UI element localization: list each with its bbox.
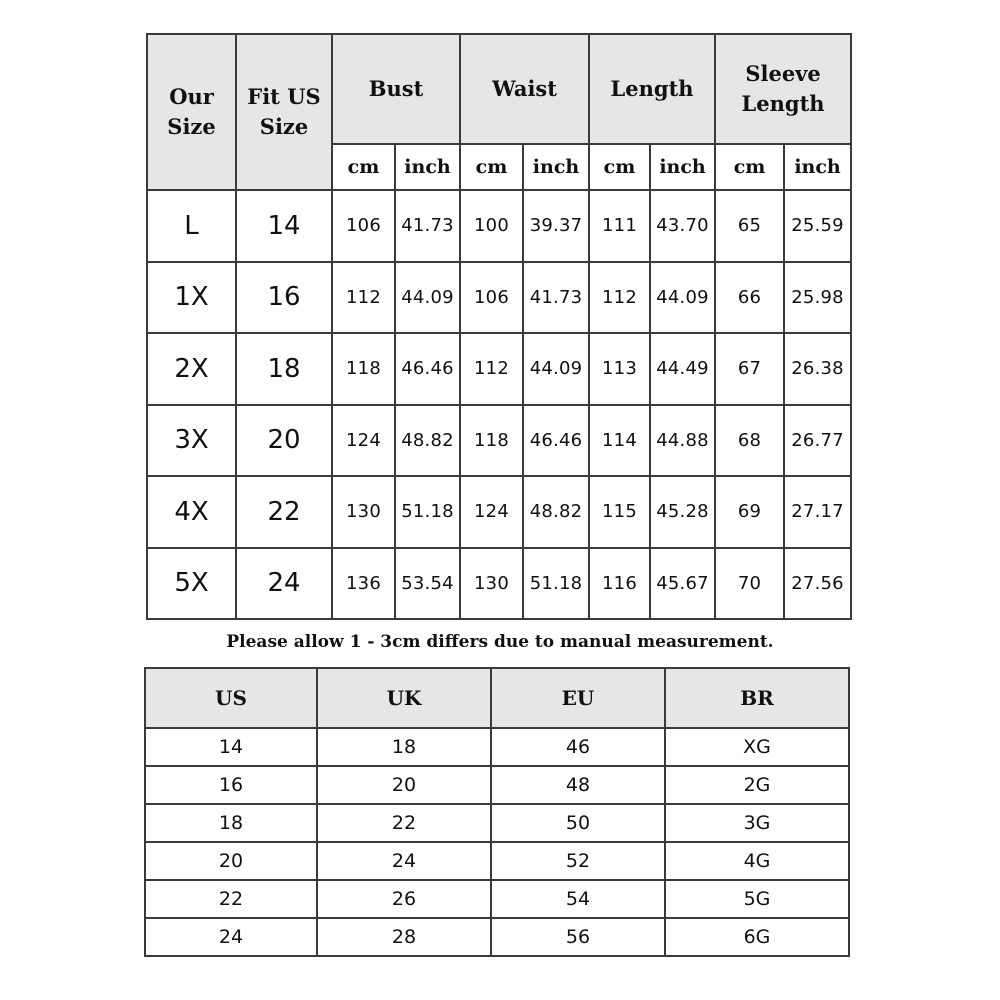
header-br: BR — [665, 668, 849, 728]
table-row — [147, 405, 851, 477]
measurement-cell: 113 — [589, 333, 650, 405]
table-row — [145, 804, 849, 842]
measurement-cell: 41.73 — [523, 262, 589, 334]
fit-us-size-cell: 22 — [236, 476, 332, 548]
measurement-cell: 45.28 — [650, 476, 715, 548]
measurement-cell: 26.38 — [784, 333, 851, 405]
measurement-cell: 136 — [332, 548, 395, 620]
fit-us-size-cell: 24 — [236, 548, 332, 620]
measurement-cell: 26.77 — [784, 405, 851, 477]
measurement-cell: 111 — [589, 190, 650, 262]
header-uk: UK — [317, 668, 491, 728]
measurement-cell: 69 — [715, 476, 784, 548]
eu-size-cell: 50 — [491, 804, 665, 842]
measurement-cell: 44.49 — [650, 333, 715, 405]
unit-header: cm — [589, 144, 650, 190]
uk-size-cell: 18 — [317, 728, 491, 766]
table-row — [147, 262, 851, 334]
us-size-cell: 22 — [145, 880, 317, 918]
header-us: US — [145, 668, 317, 728]
measurement-cell: 112 — [332, 262, 395, 334]
table-row — [145, 728, 849, 766]
measurement-cell: 44.09 — [650, 262, 715, 334]
us-size-cell: 24 — [145, 918, 317, 956]
measurement-cell: 27.56 — [784, 548, 851, 620]
fit-us-size-cell: 16 — [236, 262, 332, 334]
our-size-cell: L — [147, 190, 236, 262]
uk-size-cell: 22 — [317, 804, 491, 842]
measurement-cell: 45.67 — [650, 548, 715, 620]
unit-header: inch — [650, 144, 715, 190]
measurement-cell: 51.18 — [395, 476, 460, 548]
measurement-cell: 70 — [715, 548, 784, 620]
table-row — [147, 333, 851, 405]
header-waist: Waist — [460, 34, 589, 144]
our-size-cell: 3X — [147, 405, 236, 477]
table-row — [147, 476, 851, 548]
uk-size-cell: 20 — [317, 766, 491, 804]
measurement-cell: 48.82 — [395, 405, 460, 477]
table-row — [145, 880, 849, 918]
br-size-cell: 2G — [665, 766, 849, 804]
uk-size-cell: 24 — [317, 842, 491, 880]
measurement-cell: 106 — [460, 262, 523, 334]
header-our-size: Our Size — [147, 34, 236, 190]
eu-size-cell: 56 — [491, 918, 665, 956]
fit-us-size-cell: 18 — [236, 333, 332, 405]
measurement-cell: 116 — [589, 548, 650, 620]
measurement-cell: 51.18 — [523, 548, 589, 620]
size-chart-table — [146, 33, 852, 620]
br-size-cell: XG — [665, 728, 849, 766]
table-row — [147, 548, 851, 620]
measurement-cell: 44.09 — [395, 262, 460, 334]
measurement-cell: 67 — [715, 333, 784, 405]
uk-size-cell: 26 — [317, 880, 491, 918]
eu-size-cell: 52 — [491, 842, 665, 880]
unit-header: cm — [460, 144, 523, 190]
eu-size-cell: 54 — [491, 880, 665, 918]
our-size-cell: 5X — [147, 548, 236, 620]
us-size-cell: 14 — [145, 728, 317, 766]
header-eu: EU — [491, 668, 665, 728]
measurement-cell: 124 — [332, 405, 395, 477]
measurement-note: Please allow 1 - 3cm differs due to manual measurement. — [226, 632, 774, 652]
size-chart-body — [147, 190, 851, 619]
unit-header: cm — [332, 144, 395, 190]
header-fit-us-size: Fit US Size — [236, 34, 332, 190]
measurement-cell: 39.37 — [523, 190, 589, 262]
us-size-cell: 20 — [145, 842, 317, 880]
eu-size-cell: 46 — [491, 728, 665, 766]
br-size-cell: 6G — [665, 918, 849, 956]
measurement-cell: 53.54 — [395, 548, 460, 620]
uk-size-cell: 28 — [317, 918, 491, 956]
header-sleeve-length: Sleeve Length — [715, 34, 851, 144]
measurement-cell: 114 — [589, 405, 650, 477]
unit-header: inch — [523, 144, 589, 190]
measurement-cell: 25.98 — [784, 262, 851, 334]
fit-us-size-cell: 20 — [236, 405, 332, 477]
measurement-cell: 65 — [715, 190, 784, 262]
our-size-cell: 4X — [147, 476, 236, 548]
measurement-cell: 115 — [589, 476, 650, 548]
measurement-cell: 112 — [460, 333, 523, 405]
measurement-cell: 48.82 — [523, 476, 589, 548]
unit-header: inch — [784, 144, 851, 190]
us-size-cell: 18 — [145, 804, 317, 842]
table-row — [145, 918, 849, 956]
header-bust: Bust — [332, 34, 460, 144]
br-size-cell: 4G — [665, 842, 849, 880]
measurement-cell: 130 — [332, 476, 395, 548]
measurement-cell: 118 — [332, 333, 395, 405]
our-size-cell: 1X — [147, 262, 236, 334]
our-size-cell: 2X — [147, 333, 236, 405]
measurement-cell: 46.46 — [523, 405, 589, 477]
measurement-cell: 41.73 — [395, 190, 460, 262]
br-size-cell: 3G — [665, 804, 849, 842]
measurement-cell: 44.09 — [523, 333, 589, 405]
eu-size-cell: 48 — [491, 766, 665, 804]
unit-header: cm — [715, 144, 784, 190]
measurement-cell: 66 — [715, 262, 784, 334]
measurement-cell: 118 — [460, 405, 523, 477]
measurement-cell: 130 — [460, 548, 523, 620]
measurement-cell: 124 — [460, 476, 523, 548]
table-row — [145, 766, 849, 804]
table-row — [147, 190, 851, 262]
measurement-cell: 112 — [589, 262, 650, 334]
measurement-cell: 100 — [460, 190, 523, 262]
measurement-cell: 44.88 — [650, 405, 715, 477]
size-conversion-body — [145, 728, 849, 956]
measurement-cell: 27.17 — [784, 476, 851, 548]
measurement-cell: 46.46 — [395, 333, 460, 405]
measurement-cell: 106 — [332, 190, 395, 262]
table-row — [145, 842, 849, 880]
us-size-cell: 16 — [145, 766, 317, 804]
br-size-cell: 5G — [665, 880, 849, 918]
header-length: Length — [589, 34, 715, 144]
measurement-cell: 68 — [715, 405, 784, 477]
size-conversion-table — [144, 667, 850, 957]
fit-us-size-cell: 14 — [236, 190, 332, 262]
measurement-cell: 25.59 — [784, 190, 851, 262]
measurement-cell: 43.70 — [650, 190, 715, 262]
unit-header: inch — [395, 144, 460, 190]
